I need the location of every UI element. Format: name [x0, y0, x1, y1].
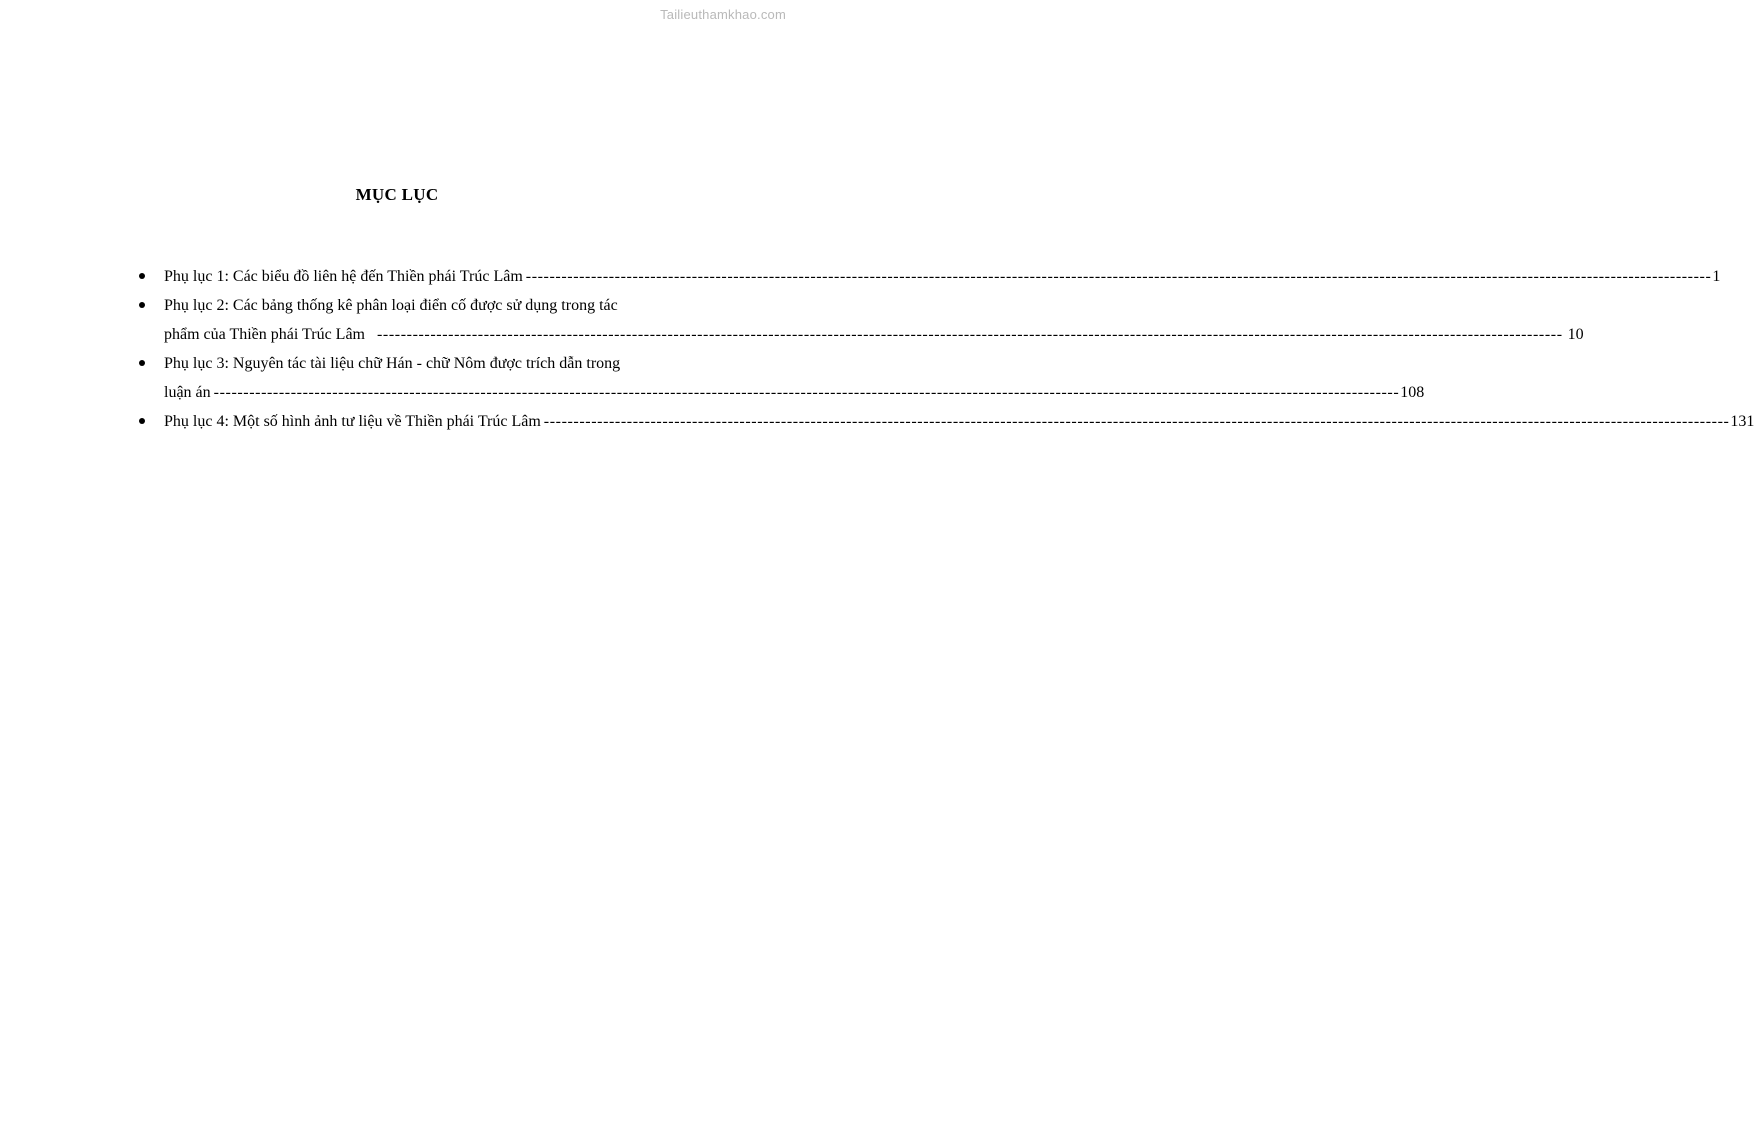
- toc-item-appendix-4[interactable]: [137, 407, 1754, 436]
- toc-page-number: 131: [1730, 413, 1754, 430]
- dot-leader: --------------------------------------------------------------------------------------------------------------------------------------------------------------------------------------------------------: [377, 326, 1563, 343]
- toc-entry-title-cont: phẩm của Thiền phái Trúc Lâm: [164, 326, 365, 343]
- toc-item-appendix-1[interactable]: [137, 262, 1721, 291]
- toc-entry-title: Phụ lục 1: Các biểu đồ liên hệ đến Thiền phái Trúc Lâm: [164, 268, 523, 285]
- toc-line: [164, 262, 1721, 291]
- toc-entry-title: Phụ lục 3: Nguyên tác tài liệu chữ Hán - chữ Nôm được trích dẫn trong: [164, 355, 621, 372]
- dot-leader: --------------------------------------------------------------------------------------------------------------------------------------------------------------------------------------------------------: [213, 384, 1400, 401]
- bullet-icon: [139, 302, 145, 308]
- toc-line: [164, 320, 1584, 349]
- toc-entry-title: Phụ lục 4: Một số hình ảnh tư liệu về Thiền phái Trúc Lâm: [164, 413, 541, 430]
- dot-leader: --------------------------------------------------------------------------------------------------------------------------------------------------------------------------------------------------------: [543, 413, 1730, 430]
- toc-entry-title-cont: luận án: [164, 384, 211, 401]
- toc-item-appendix-2[interactable]: [137, 291, 1584, 349]
- dot-leader: --------------------------------------------------------------------------------------------------------------------------------------------------------------------------------------------------------: [525, 268, 1712, 285]
- toc-page-number: 10: [1567, 326, 1584, 343]
- toc-page-number: 108: [1400, 384, 1425, 401]
- bullet-icon: [139, 273, 145, 279]
- bullet-icon: [139, 418, 145, 424]
- page-title: MỤC LỤC: [355, 185, 439, 204]
- toc-entry-title: Phụ lục 2: Các bảng thống kê phân loại điển cố được sử dụng trong tác: [164, 297, 618, 314]
- bullet-icon: [139, 360, 145, 366]
- table-of-contents: [137, 262, 1754, 436]
- watermark: Tailieuthamkhao.com: [660, 7, 786, 22]
- toc-page-number: 1: [1712, 268, 1721, 285]
- toc-line: [164, 378, 1425, 407]
- toc-item-appendix-3[interactable]: [137, 349, 1425, 407]
- toc-line: [164, 407, 1754, 436]
